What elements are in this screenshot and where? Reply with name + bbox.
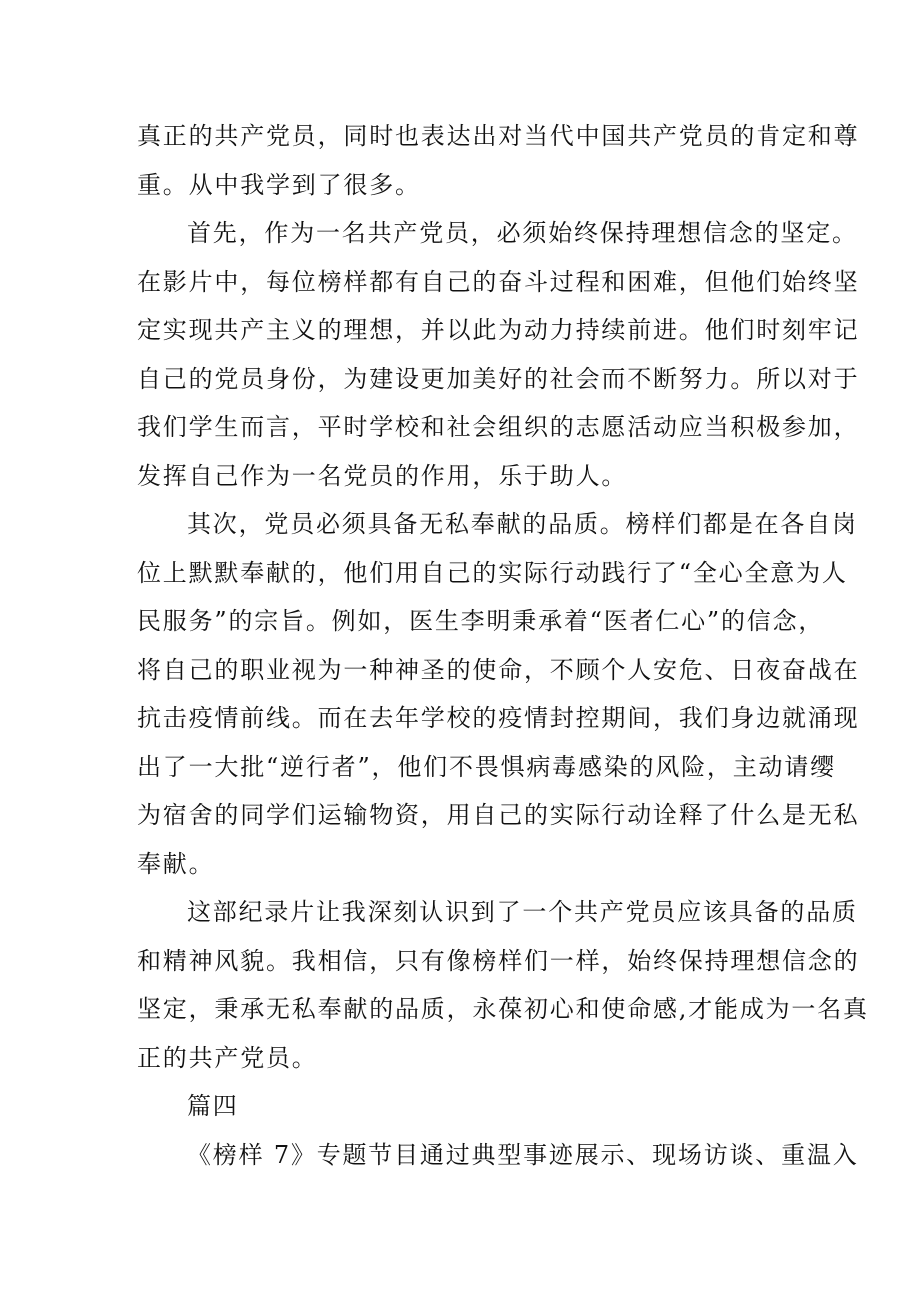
text-line: 民服务”的宗旨。例如，医生李明秉承着“医者仁心”的信念， bbox=[137, 607, 825, 635]
text-line: 发挥自己作为一名党员的作用，乐于助人。 bbox=[137, 461, 628, 490]
document-body bbox=[137, 112, 869, 1179]
text-line: 定实现共产主义的理想，并以此为动力持续前进。他们时刻牢记 bbox=[137, 316, 860, 344]
text-line: 为宿舍的同学们运输物资，用自己的实际行动诠释了什么是无私 bbox=[137, 801, 860, 829]
paragraph-first-line: 《榜样 7》专题节目通过典型事迹展示、现场访谈、重温入 bbox=[187, 1140, 859, 1169]
text-line: 抗击疫情前线。而在去年学校的疫情封控期间，我们身边就涌现 bbox=[137, 704, 860, 732]
paragraph-first-line: 首先，作为一名共产党员，必须始终保持理想信念的坚定。 bbox=[187, 219, 858, 247]
text-line: 我们学生而言，平时学校和社会组织的志愿活动应当积极参加， bbox=[137, 413, 860, 441]
text-line: 坚定，秉承无私奉献的品质，永葆初心和使命感,才能成为一名真 bbox=[137, 995, 869, 1023]
section-heading: 篇四 bbox=[187, 1092, 239, 1120]
text-line: 出了一大批“逆行者”，他们不畏惧病毒感染的风险，主动请缨 bbox=[137, 752, 836, 781]
text-line: 重。从中我学到了很多。 bbox=[137, 170, 421, 199]
paragraph-first-line: 其次，党员必须具备无私奉献的品质。榜样们都是在各自岗 bbox=[187, 510, 858, 538]
paragraph-first-line: 这部纪录片让我深刻认识到了一个共产党员应该具备的品质 bbox=[187, 898, 858, 926]
text-line: 正的共产党员。 bbox=[137, 1043, 318, 1072]
text-line: 在影片中，每位榜样都有自己的奋斗过程和困难，但他们始终坚 bbox=[137, 267, 860, 296]
text-line: 自己的党员身份，为建设更加美好的社会而不断努力。所以对于 bbox=[137, 364, 860, 393]
text-line: 将自己的职业视为一种神圣的使命，不顾个人安危、日夜奋战在 bbox=[137, 655, 860, 684]
text-line: 位上默默奉献的，他们用自己的实际行动践行了“全心全意为人 bbox=[137, 558, 848, 587]
text-line: 真正的共产党员，同时也表达出对当代中国共产党员的肯定和尊 bbox=[137, 122, 860, 150]
text-line: 和精神风貌。我相信，只有像榜样们一样，始终保持理想信念的 bbox=[137, 946, 860, 975]
text-line: 奉献。 bbox=[137, 849, 215, 878]
